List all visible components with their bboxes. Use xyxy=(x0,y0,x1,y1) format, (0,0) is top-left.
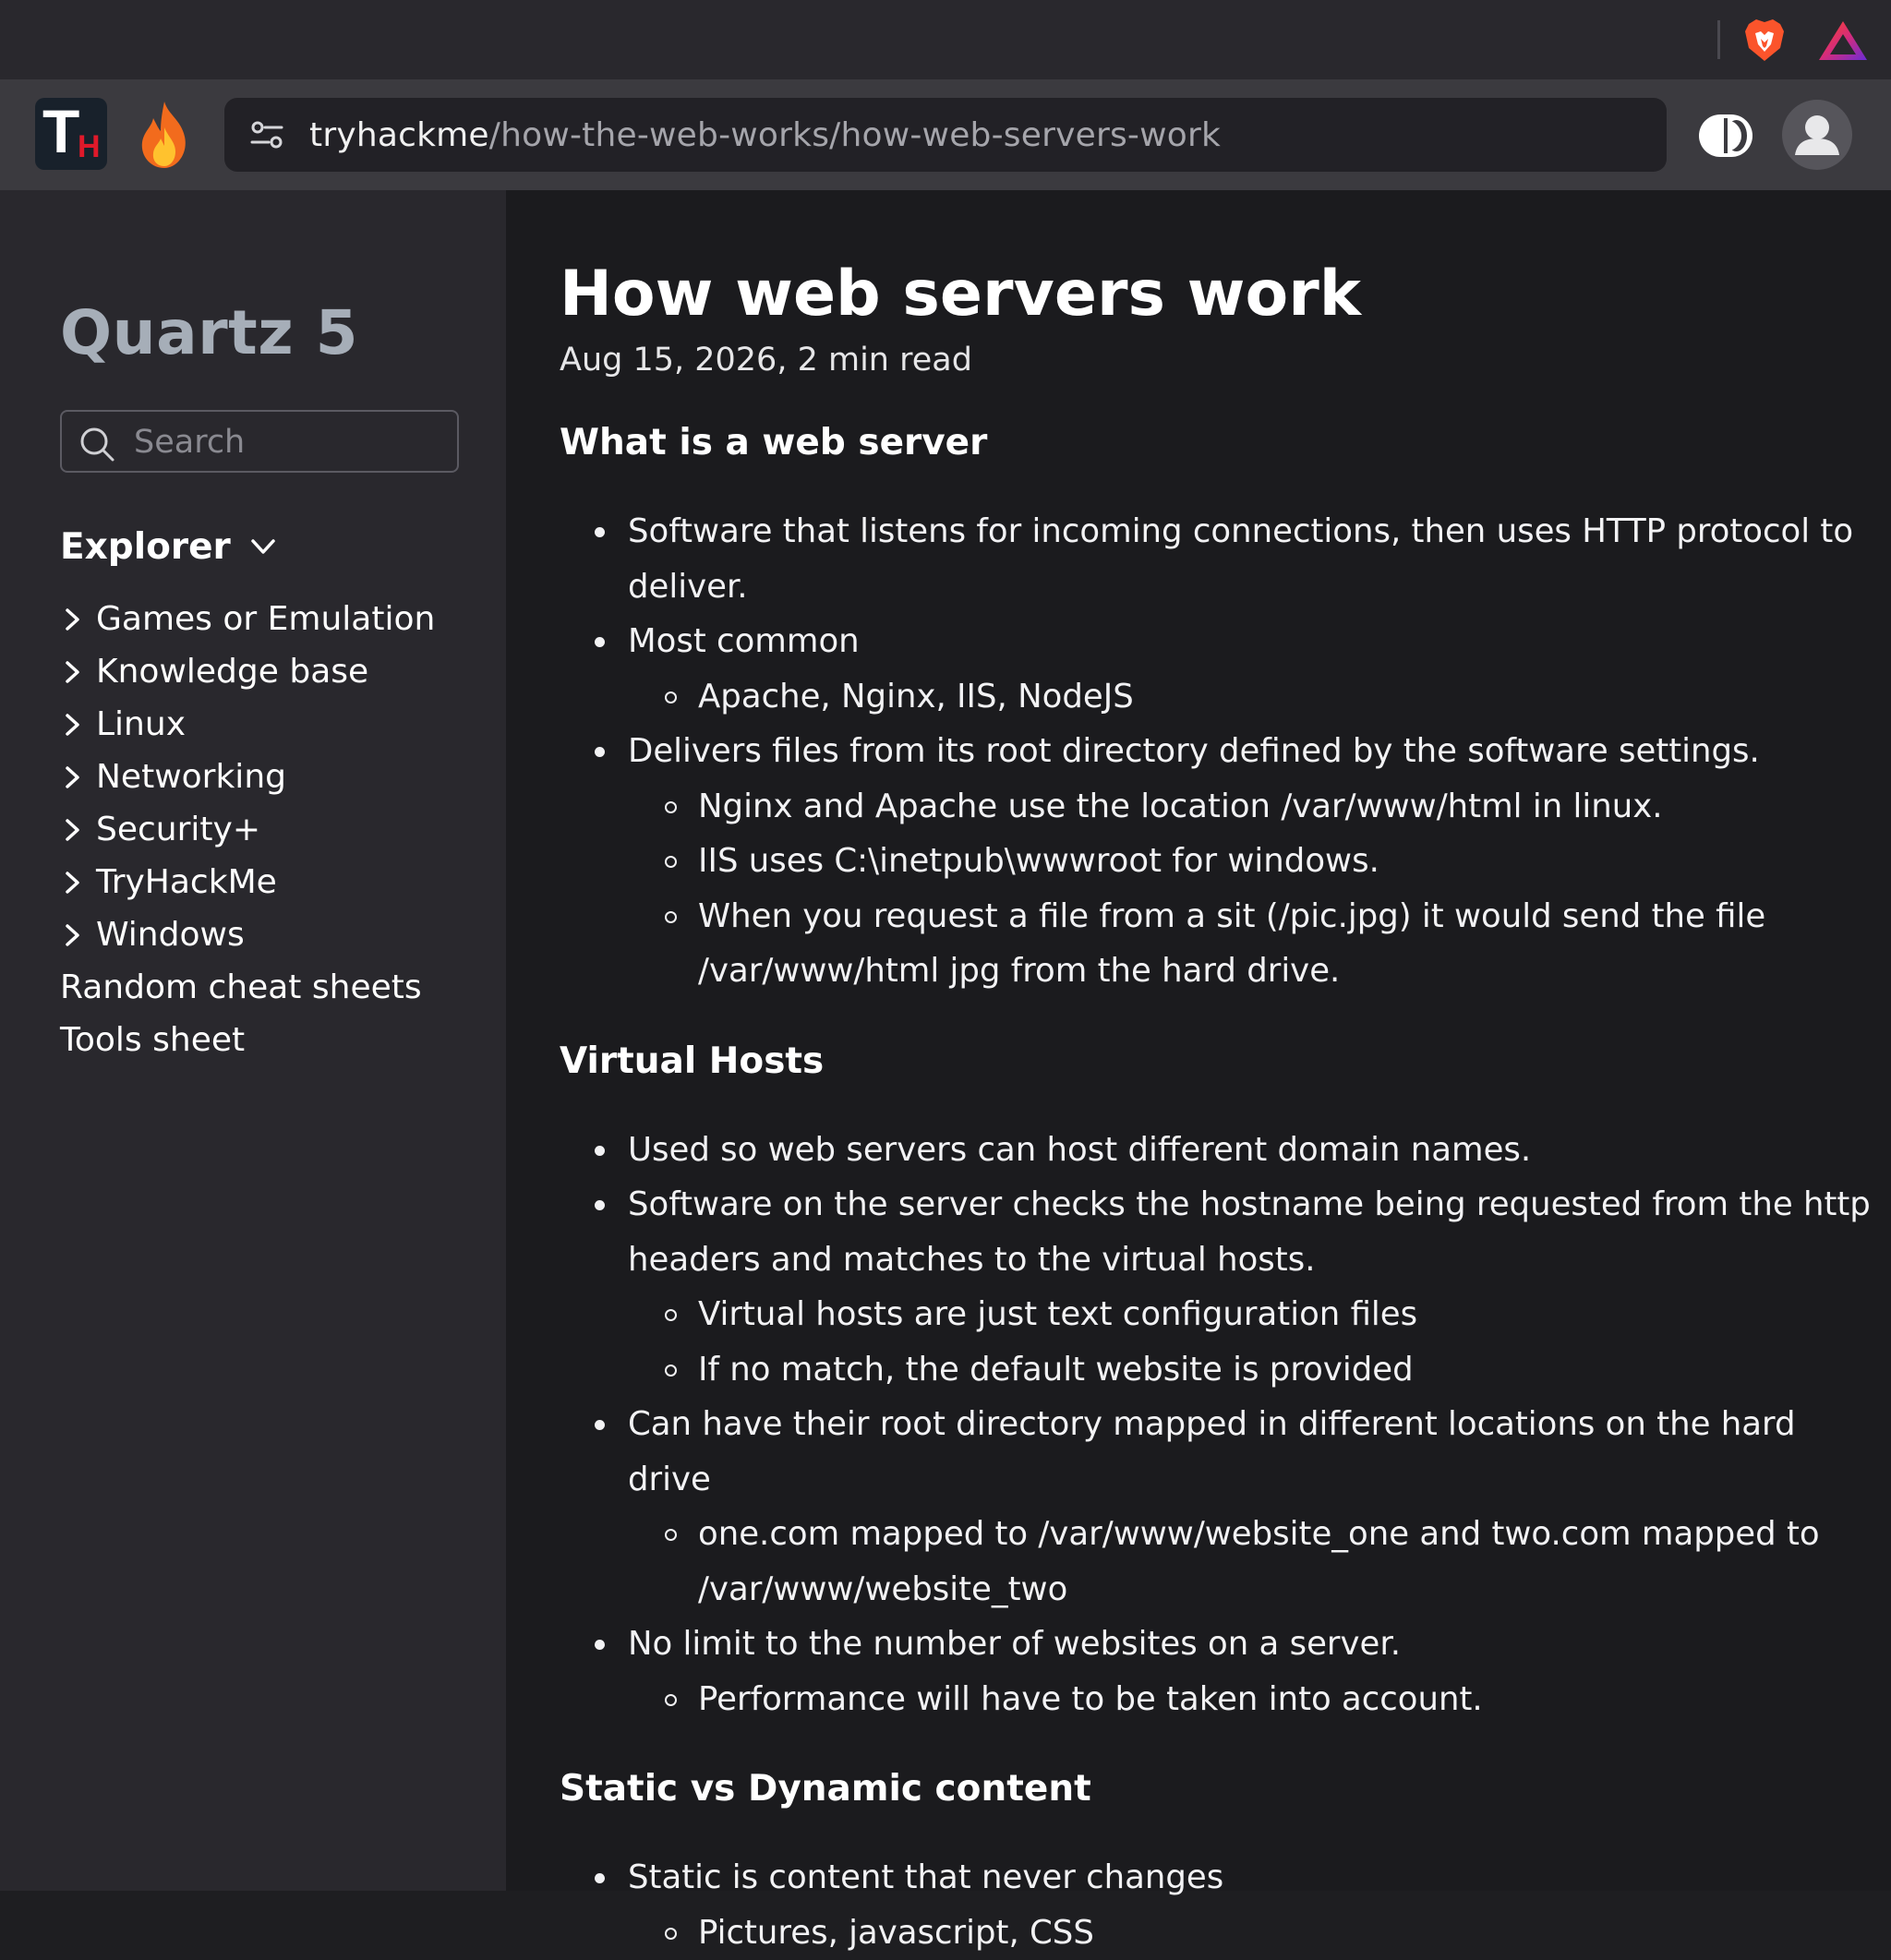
folder-label: Windows xyxy=(96,916,245,954)
sidebar xyxy=(0,190,506,1891)
folder-label: Knowledge base xyxy=(96,653,368,691)
article xyxy=(560,259,1871,1960)
dark-mode-toggle-icon[interactable] xyxy=(1697,113,1754,159)
site-title[interactable]: Quartz 5 xyxy=(60,297,358,368)
url-text[interactable] xyxy=(309,116,1221,154)
folder-label: Games or Emulation xyxy=(96,600,435,638)
folder-label: Networking xyxy=(96,758,286,796)
sub-list-item: If no match, the default website is provided xyxy=(560,1342,1871,1398)
sub-list-item: Performance will have to be taken into account. xyxy=(560,1672,1871,1727)
sub-list-item: IIS uses C:\inetpub\wwwroot for windows. xyxy=(560,834,1871,889)
list-item: Software on the server checks the hostname being requested from the http headers and matches to the virtual hosts. xyxy=(560,1177,1871,1287)
file-label: Tools sheet xyxy=(60,1021,245,1059)
chevron-right-icon xyxy=(60,921,84,949)
file-tools-sheet[interactable] xyxy=(60,1014,494,1066)
window-titlebar xyxy=(0,0,1891,79)
brave-rewards-icon[interactable] xyxy=(1817,18,1869,63)
explorer-label: Explorer xyxy=(60,526,231,568)
fire-icon[interactable] xyxy=(137,100,192,170)
bullet-list xyxy=(560,1123,1871,1727)
search-icon xyxy=(78,426,115,463)
file-random-cheat-sheets[interactable] xyxy=(60,961,494,1014)
file-label: Random cheat sheets xyxy=(60,968,422,1006)
browser-toolbar xyxy=(0,79,1891,190)
section-heading: Static vs Dynamic content xyxy=(560,1765,1871,1813)
chevron-right-icon xyxy=(60,658,84,686)
brave-shields-icon[interactable] xyxy=(1743,17,1786,63)
folder-games-or-emulation[interactable] xyxy=(60,593,494,645)
bullet-list xyxy=(560,1850,1871,1960)
list-item: Software that listens for incoming connections, then uses HTTP protocol to deliver. xyxy=(560,504,1871,614)
list-item: Delivers files from its root directory defined by the software settings. xyxy=(560,724,1871,779)
favicon-letter-h: H xyxy=(78,129,101,165)
tryhackme-favicon[interactable] xyxy=(35,98,107,170)
url-path: /how-the-web-works/how-web-servers-work xyxy=(489,116,1221,154)
article-meta: Aug 15, 2026, 2 min read xyxy=(560,340,1871,380)
folder-linux[interactable] xyxy=(60,698,494,751)
chevron-down-icon xyxy=(247,531,279,562)
list-item: Static is content that never changes xyxy=(560,1850,1871,1906)
folder-windows[interactable] xyxy=(60,908,494,961)
search-input[interactable] xyxy=(60,410,459,473)
sub-list-item: Virtual hosts are just text configuration files xyxy=(560,1287,1871,1342)
page-title: How web servers work xyxy=(560,259,1871,331)
chevron-right-icon xyxy=(60,711,84,739)
profile-avatar-icon[interactable] xyxy=(1782,100,1852,170)
explorer-toggle[interactable] xyxy=(60,519,279,574)
list-item: Used so web servers can host different domain names. xyxy=(560,1123,1871,1178)
sub-list-item: When you request a file from a sit (/pic.jpg) it would send the file /var/www/html jpg from the hard drive. xyxy=(560,889,1871,999)
sub-list-item: Nginx and Apache use the location /var/www/html in linux. xyxy=(560,779,1871,835)
chevron-right-icon xyxy=(60,816,84,844)
favicon-letter-t: T xyxy=(42,98,79,166)
section-heading: Virtual Hosts xyxy=(560,1038,1871,1086)
folder-tryhackme[interactable] xyxy=(60,856,494,908)
site-settings-icon[interactable] xyxy=(248,116,285,153)
main-content xyxy=(506,190,1891,1891)
chevron-right-icon xyxy=(60,869,84,896)
titlebar-separator xyxy=(1717,20,1720,59)
search-placeholder: Search xyxy=(134,424,245,461)
url-host: tryhackme xyxy=(309,116,489,154)
sub-list-item: Pictures, javascript, CSS xyxy=(560,1906,1871,1960)
section-heading: What is a web server xyxy=(560,419,1871,467)
folder-security-plus[interactable] xyxy=(60,803,494,856)
sub-list-item: one.com mapped to /var/www/website_one and two.com mapped to /var/www/website_two xyxy=(560,1507,1871,1617)
address-bar[interactable] xyxy=(224,98,1667,172)
list-item: Most common xyxy=(560,614,1871,669)
list-item: No limit to the number of websites on a server. xyxy=(560,1617,1871,1672)
folder-label: TryHackMe xyxy=(96,863,277,901)
folder-networking[interactable] xyxy=(60,751,494,803)
folder-label: Linux xyxy=(96,705,186,743)
chevron-right-icon xyxy=(60,606,84,633)
list-item: Can have their root directory mapped in different locations on the hard drive xyxy=(560,1397,1871,1507)
chevron-right-icon xyxy=(60,764,84,791)
bullet-list xyxy=(560,504,1871,999)
explorer-tree xyxy=(60,593,494,1066)
folder-knowledge-base[interactable] xyxy=(60,645,494,698)
sub-list-item: Apache, Nginx, IIS, NodeJS xyxy=(560,669,1871,725)
folder-label: Security+ xyxy=(96,811,260,848)
